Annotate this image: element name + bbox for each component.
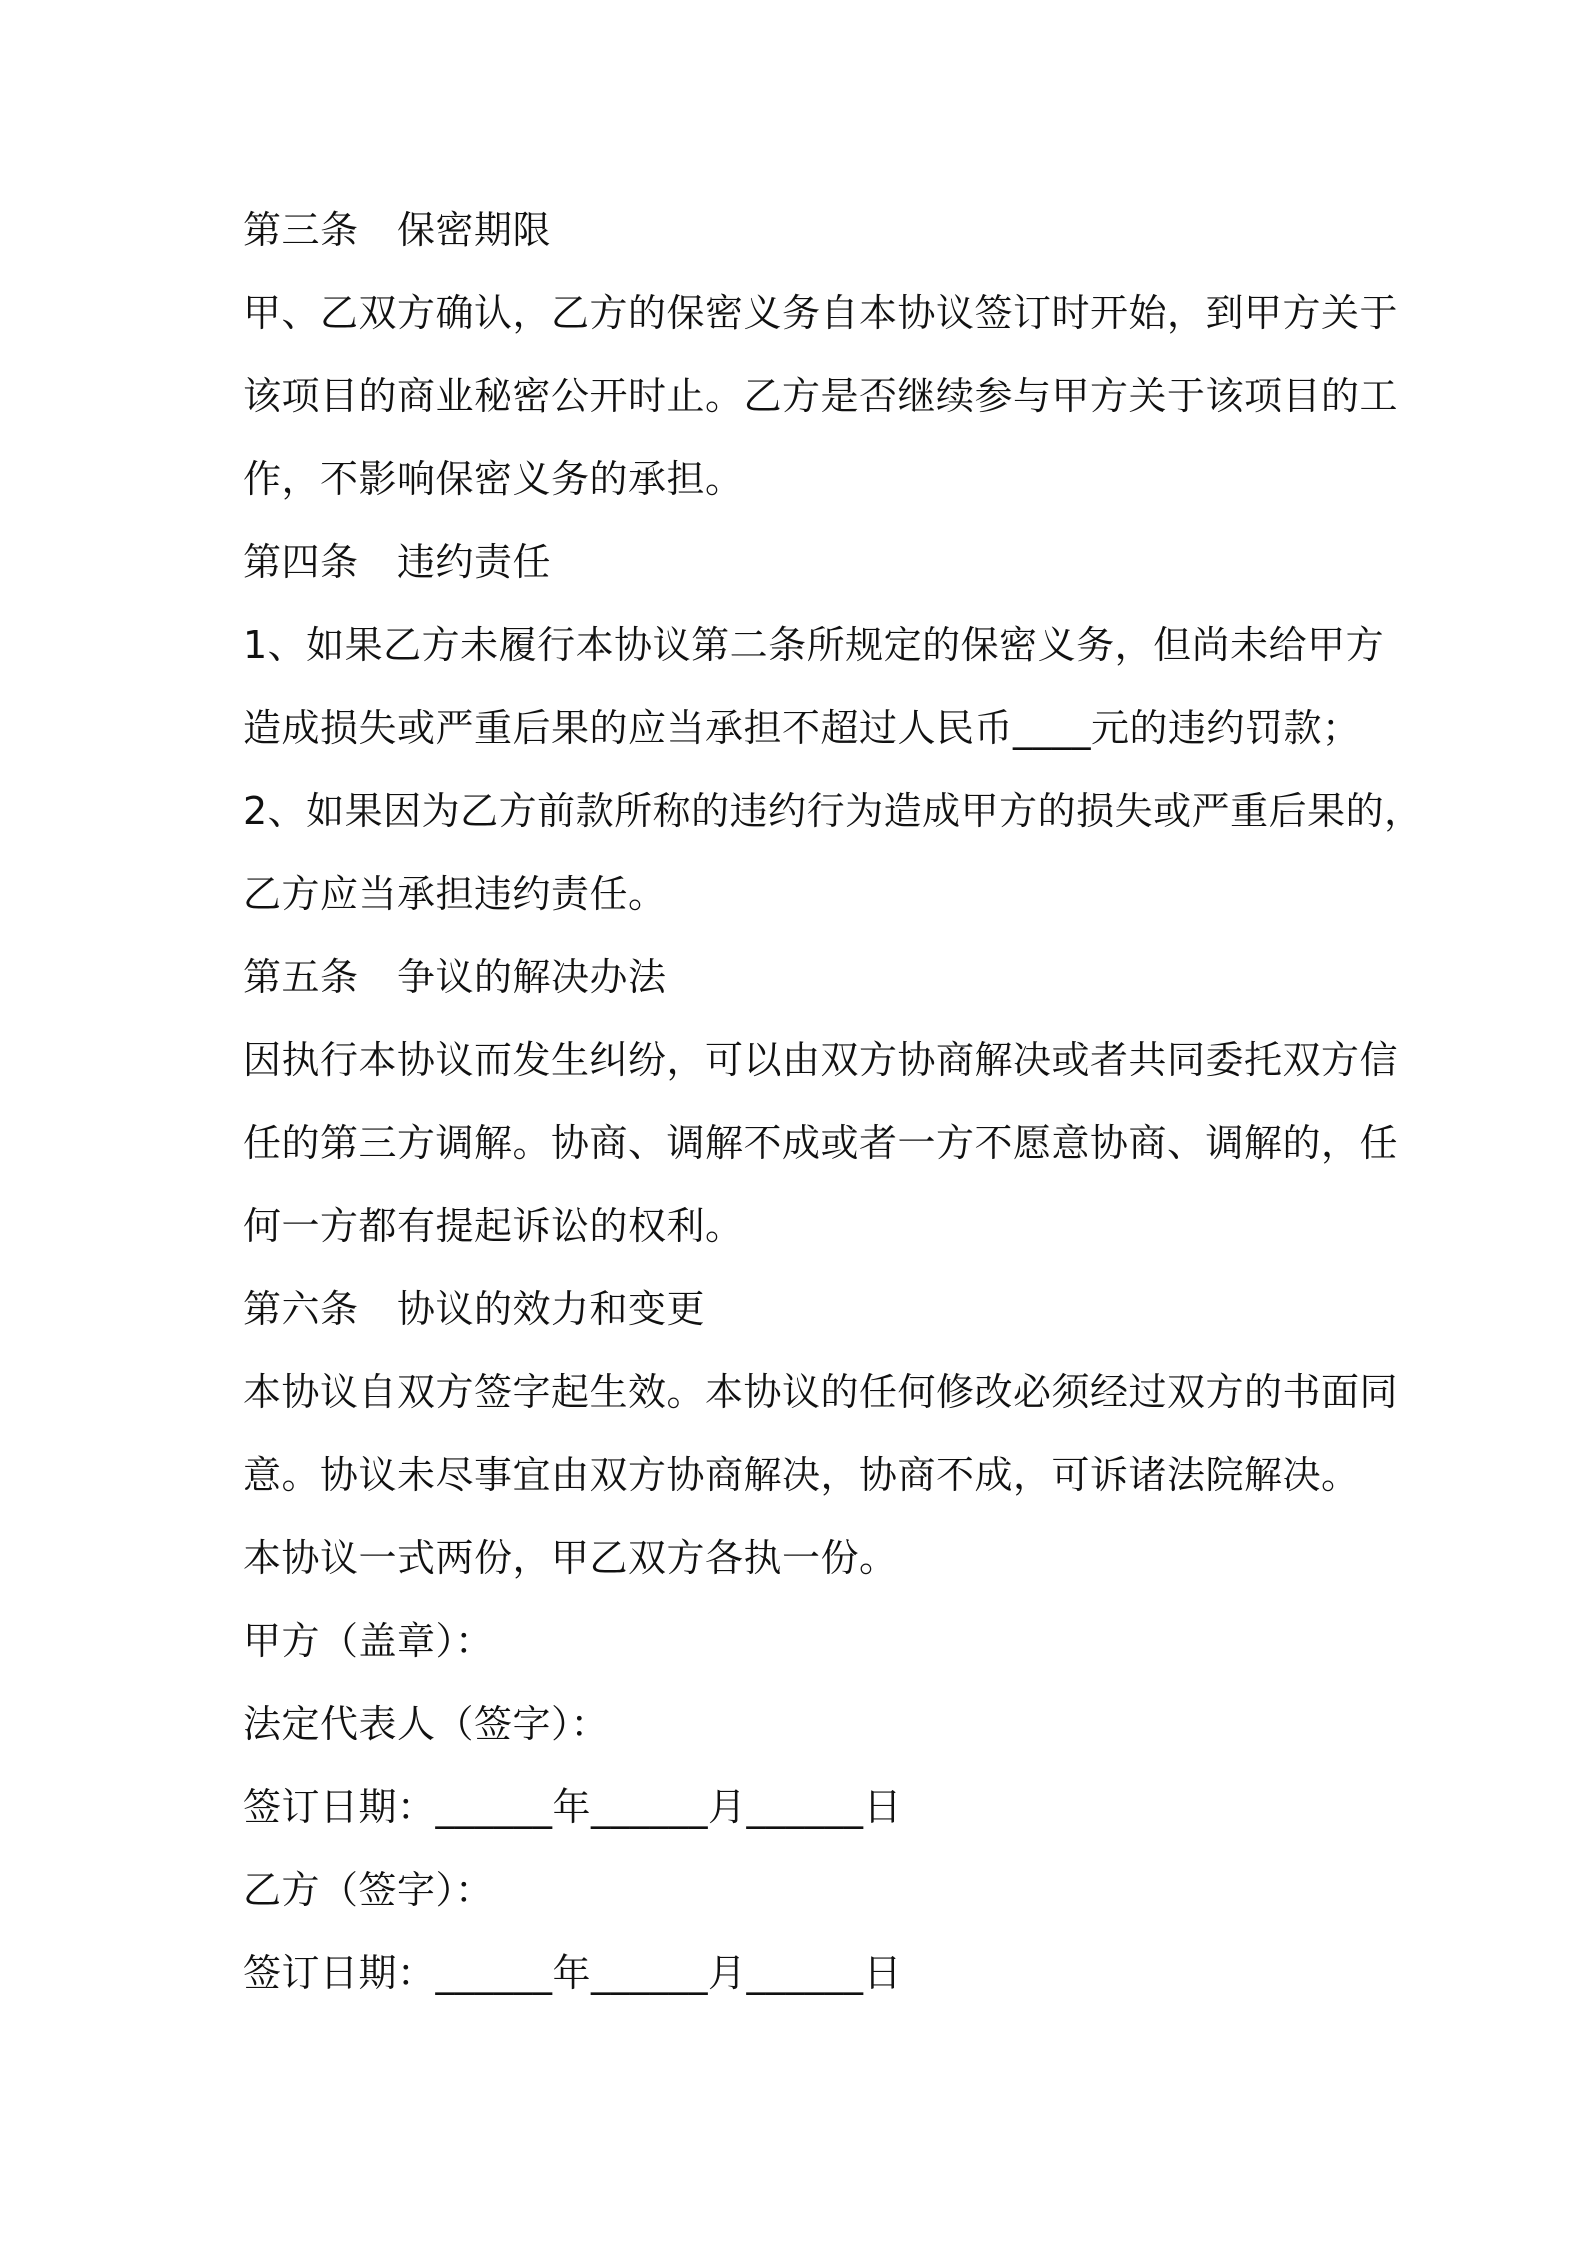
party-b-signing-date: 签订日期：______年______月______日 bbox=[243, 1951, 903, 1995]
article-3-text-line-1: 甲、乙双方确认，乙方的保密义务自本协议签订时开始，到甲方关于 bbox=[243, 291, 1399, 335]
article-4-clause-2-line-1: 2、如果因为乙方前款所称的违约行为造成甲方的损失或严重后果的， bbox=[243, 789, 1423, 833]
article-4-clause-1-line-2: 造成损失或严重后果的应当承担不超过人民币____元的违约罚款； bbox=[243, 706, 1361, 750]
article-3-text-line-2: 该项目的商业秘密公开时止。乙方是否继续参与甲方关于该项目的工 bbox=[243, 374, 1399, 418]
article-4-heading: 第四条 违约责任 bbox=[243, 540, 552, 584]
copies-statement: 本协议一式两份，甲乙双方各执一份。 bbox=[243, 1536, 898, 1580]
article-4-clause-1-line-1: 1、如果乙方未履行本协议第二条所规定的保密义务，但尚未给甲方 bbox=[243, 623, 1385, 667]
article-6-text-line-1: 本协议自双方签字起生效。本协议的任何修改必须经过双方的书面同 bbox=[243, 1370, 1399, 1414]
article-6-text-line-2: 意。协议未尽事宜由双方协商解决，协商不成，可诉诸法院解决。 bbox=[243, 1453, 1360, 1497]
article-6-heading: 第六条 协议的效力和变更 bbox=[243, 1287, 706, 1331]
party-b-signature-label: 乙方（签字）： bbox=[243, 1868, 494, 1912]
article-5-text-line-2: 任的第三方调解。协商、调解不成或者一方不愿意协商、调解的，任 bbox=[243, 1121, 1399, 1165]
article-3-text-line-3: 作，不影响保密义务的承担。 bbox=[243, 457, 744, 501]
article-5-heading: 第五条 争议的解决办法 bbox=[243, 955, 667, 999]
party-a-seal-label: 甲方（盖章）： bbox=[243, 1619, 494, 1663]
article-5-text-line-3: 何一方都有提起诉讼的权利。 bbox=[243, 1204, 744, 1248]
legal-representative-signature-label: 法定代表人（签字）： bbox=[243, 1702, 610, 1746]
party-a-signing-date: 签订日期：______年______月______日 bbox=[243, 1785, 903, 1829]
article-3-heading: 第三条 保密期限 bbox=[243, 208, 552, 252]
article-5-text-line-1: 因执行本协议而发生纠纷，可以由双方协商解决或者共同委托双方信 bbox=[243, 1038, 1399, 1082]
article-4-clause-2-line-2: 乙方应当承担违约责任。 bbox=[243, 872, 667, 916]
